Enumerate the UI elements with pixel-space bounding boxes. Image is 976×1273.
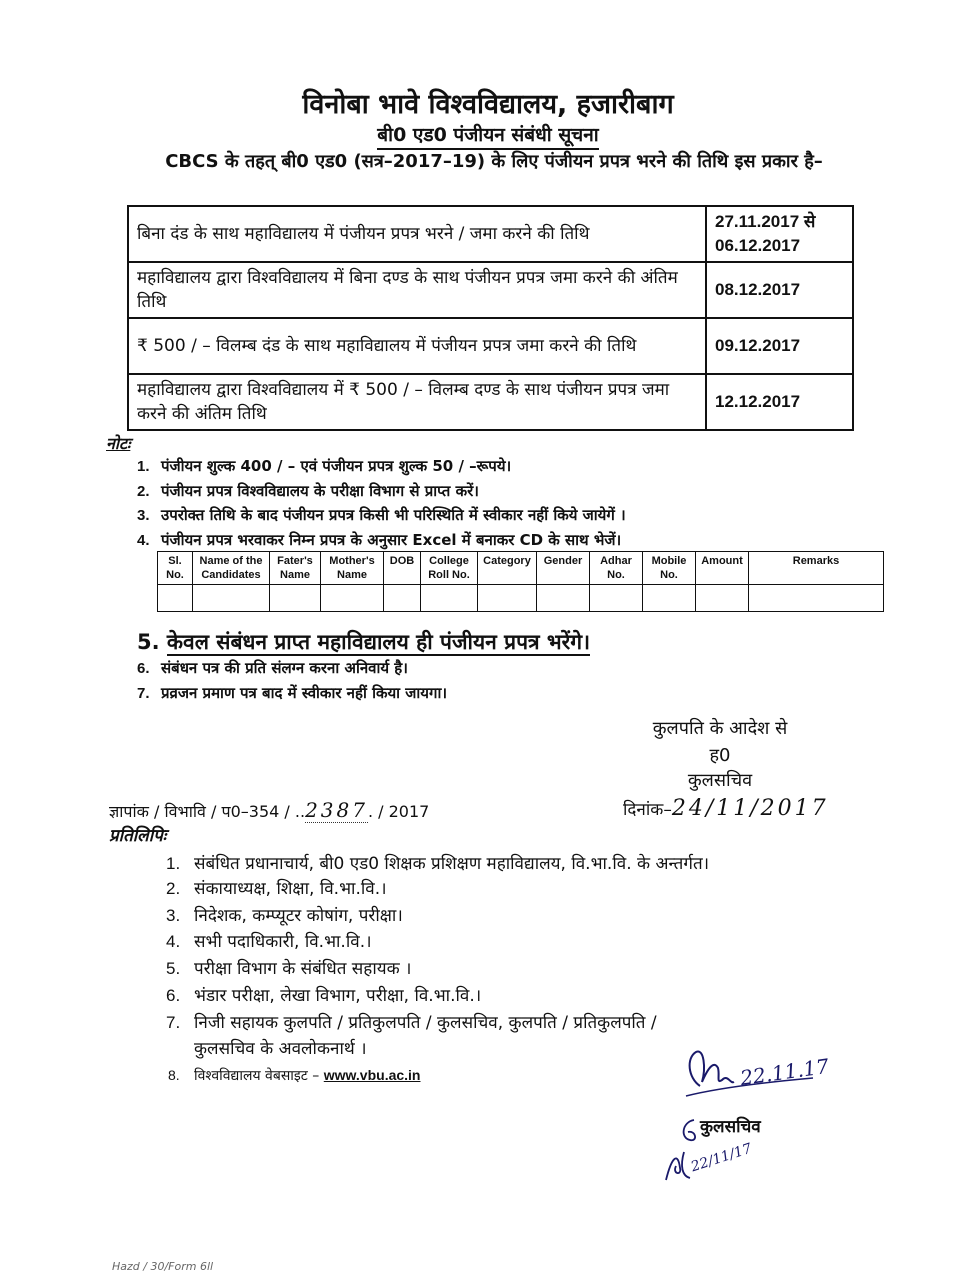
note-item [137,530,621,550]
copy-item [168,1066,421,1085]
initials-date: 22/11/17 [689,1140,754,1176]
copy-text: संबंधित प्रधानाचार्य, बी0 एड0 शिक्षक प्रशिक्षण महाविद्यालय, वि.भा.वि. के अन्तर्गत। [194,854,710,874]
notice-subtitle-text: बी0 एड0 पंजीयन संबंधी सूचना [377,124,598,150]
notice-intro: CBCS के तहत् बी0 एड0 (सत्र–2017–19) के लिए पंजीयन प्रपत्र भरने की तिथि इस प्रकार है– [165,151,823,172]
authority-line: कुलसचिव [687,770,753,791]
copy-number: 8. [168,1067,180,1083]
reference-number [109,798,429,822]
schedule-label: बिना दंड के साथ महाविद्यालय में पंजीयन प्रपत्र भरने / जमा करने की तिथि [128,206,706,262]
note-text: पंजीयन शुल्क 400 / – एवं पंजीयन प्रपत्र शुल्क 50 / –रूपये। [161,457,512,475]
copy-item [166,904,403,928]
note-text: उपरोक्त तिथि के बाद पंजीयन प्रपत्र किसी भी परिस्थिति में स्वीकार नहीं किये जायेगें । [161,506,626,524]
copy-item [166,852,709,876]
schedule-row [128,206,853,262]
column-header: Remarks [749,552,884,585]
copy-number: 2. [166,879,181,898]
column-header: Fater's Name [270,552,321,585]
column-header: Mother's Name [321,552,384,585]
copy-text: विश्वविद्यालय वेबसाइट – [194,1068,324,1084]
footer-code: Hazd / 30/Form 6ll [112,1260,214,1273]
university-title: विनोबा भावे विश्वविद्यालय, हजारीबाग [302,89,674,120]
note-number: 2. [137,483,150,500]
note-item [137,628,590,656]
notice-subtitle [0,121,976,147]
column-header: Gender [537,552,590,585]
column-header: Name of the Candidates [193,552,270,585]
signature-date: 22.11.17 [738,1053,831,1091]
excel-header-row [158,552,884,585]
column-header: College Roll No. [421,552,478,585]
note-number: 7. [137,685,150,702]
column-header: Adhar No. [590,552,643,585]
schedule-label: महाविद्यालय द्वारा विश्वविद्यालय में ₹ 500 / – विलम्ब दण्ड के साथ पंजीयन प्रपत्र जमा करने की अंतिम तिथि [128,374,706,430]
copy-number: 4. [166,932,181,951]
schedule-row [128,374,853,430]
registrar-label: कुलसचिव [700,1117,761,1137]
copy-text: निजी सहायक कुलपति / प्रतिकुलपति / कुलसचिव, कुलपति / प्रतिकुलपति / [194,1013,657,1033]
copy-item [166,877,387,901]
column-header: Mobile No. [643,552,696,585]
note-item [137,658,408,678]
copy-number: 3. [166,906,181,925]
copy-text: निदेशक, कम्प्यूटर कोषांग, परीक्षा। [194,906,403,926]
date-label: दिनांक– [623,800,672,820]
note-number: 4. [137,532,150,549]
note-item [137,683,447,703]
copy-number: 5. [166,959,181,978]
website-link[interactable]: www.vbu.ac.in [323,1067,421,1083]
copy-item [166,984,481,1008]
authority-line: कुलपति के आदेश से [652,718,788,739]
notes-heading: नोटः [106,434,131,453]
schedule-date: 27.11.2017 से 06.12.2017 [706,206,853,262]
note-number: 6. [137,660,150,677]
column-header: DOB [384,552,421,585]
schedule-date: 09.12.2017 [706,318,853,374]
note-text: संबंधन पत्र की प्रति संलग्न करना अनिवार्य है। [161,659,408,677]
note-item [137,505,626,525]
note-number: 1. [137,458,150,475]
note-item [137,456,511,476]
note-number: 3. [137,507,150,524]
excel-format-table [157,551,884,612]
copy-heading: प्रतिलिपिः [109,826,167,846]
note-item [137,481,479,501]
copy-item [166,1011,657,1035]
reference-prefix: ज्ञापांक / विभावि / प0–354 / .. [109,802,306,821]
copy-number: 6. [166,986,181,1005]
schedule-label: ₹ 500 / – विलम्ब दंड के साथ महाविद्यालय में पंजीयन प्रपत्र जमा करने की तिथि [128,318,706,374]
schedule-date: 08.12.2017 [706,262,853,318]
column-header: Category [478,552,537,585]
copy-text: सभी पदाधिकारी, वि.भा.वि.। [194,932,372,952]
reference-handwritten-number: 2387 [305,798,368,822]
column-header: Amount [696,552,749,585]
authority-line: ह0 [709,745,731,766]
note-text: पंजीयन प्रपत्र भरवाकर निम्न प्रपत्र के अनुसार Excel में बनाकर CD के साथ भेजें। [161,531,622,549]
note-number: 5. [137,630,160,654]
copy-text: संकायाध्यक्ष, शिक्षा, वि.भा.वि.। [194,879,387,899]
column-header: Sl. No. [158,552,193,585]
date-handwritten: 24/11/2017 [671,796,829,821]
schedule-table [127,205,854,431]
copy-text: कुलसचिव के अवलोकनार्थ । [194,1039,367,1059]
schedule-row [128,318,853,374]
copy-item [166,957,412,981]
copy-number: 7. [166,1013,181,1032]
note-text: पंजीयन प्रपत्र विश्वविद्यालय के परीक्षा विभाग से प्राप्त करें। [161,482,479,500]
copy-text: भंडार परीक्षा, लेखा विभाग, परीक्षा, वि.भा.वि.। [194,986,482,1006]
issue-date [623,796,829,821]
copy-item [166,930,372,954]
note-text: प्रव्रजन प्रमाण पत्र बाद में स्वीकार नहीं किया जायगा। [161,684,448,702]
schedule-label: महाविद्यालय द्वारा विश्वविद्यालय में बिना दण्ड के साथ पंजीयन प्रपत्र जमा करने की अंतिम तिथि [128,262,706,318]
excel-empty-row [158,585,884,612]
copy-item [166,1037,367,1061]
schedule-date: 12.12.2017 [706,374,853,430]
reference-suffix: . / 2017 [367,802,430,821]
schedule-row [128,262,853,318]
note-text: केवल संबंधन प्राप्त महाविद्यालय ही पंजीयन प्रपत्र भरेंगे। [166,630,591,654]
copy-number: 1. [166,854,181,873]
copy-text: परीक्षा विभाग के संबंधित सहायक । [194,959,412,979]
